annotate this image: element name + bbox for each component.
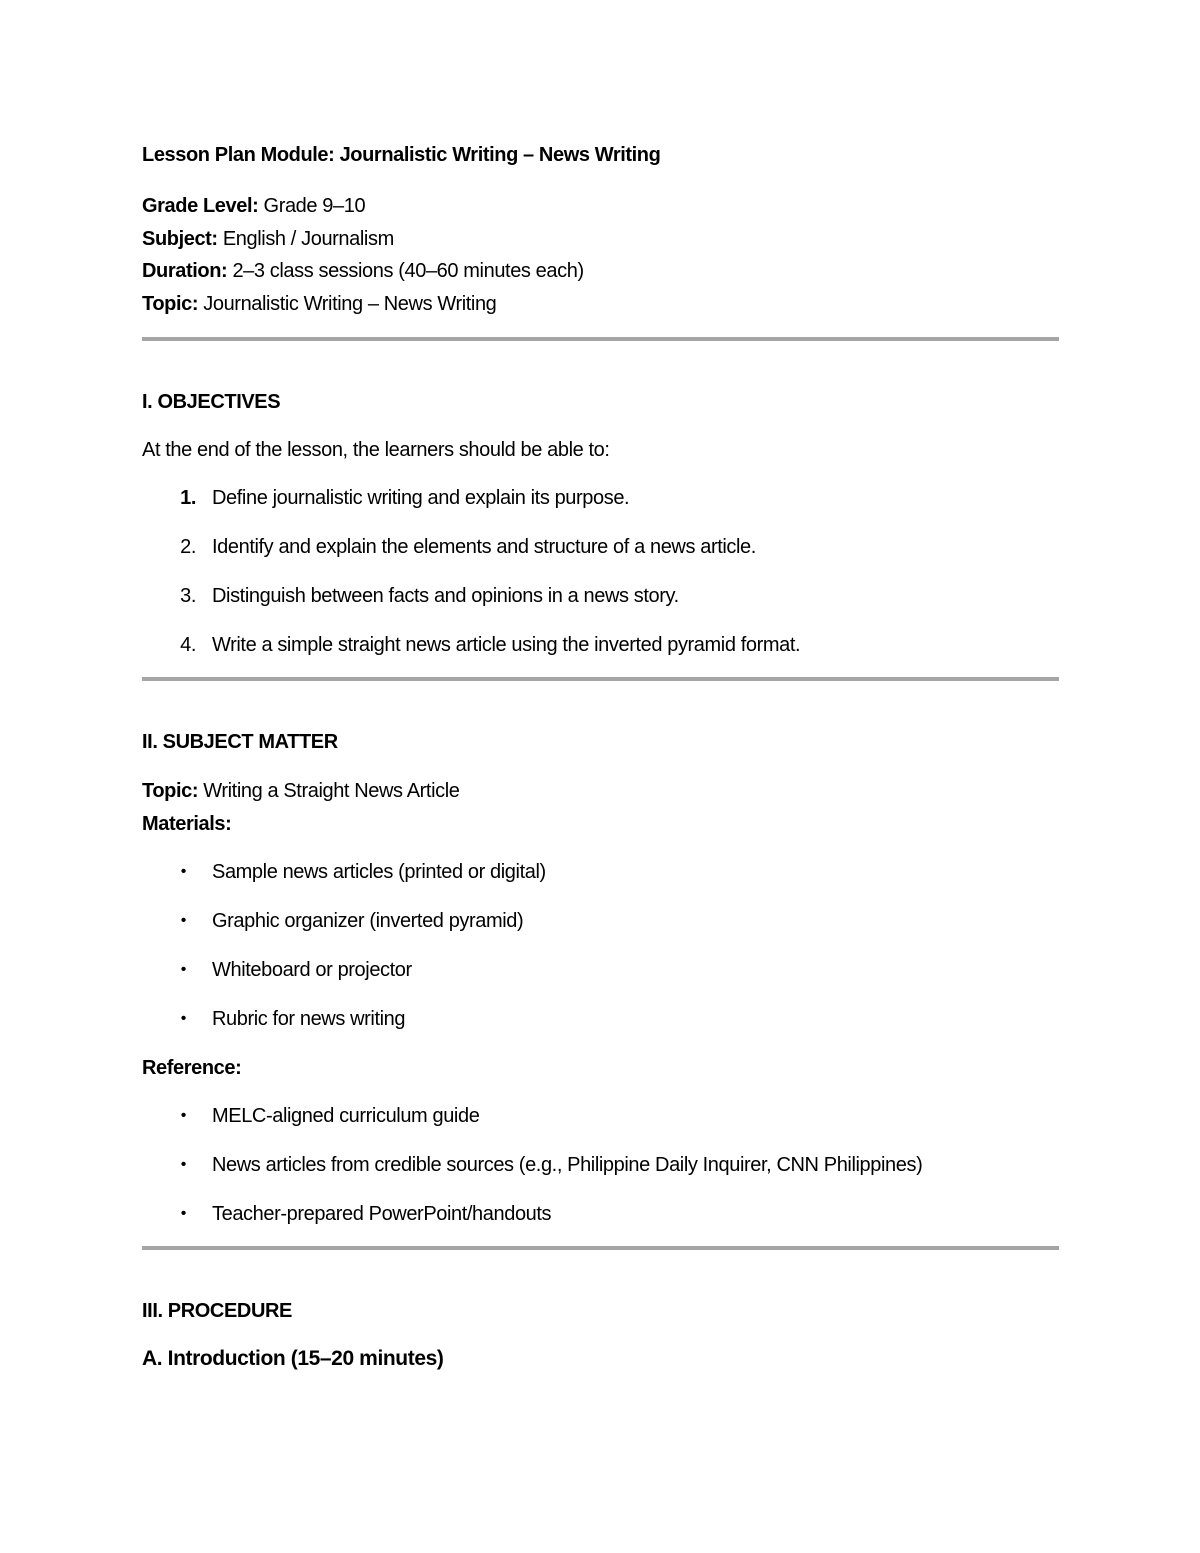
list-item (142, 483, 1059, 513)
procedure-subheading: A. Introduction (15–20 minutes) (142, 1347, 444, 1370)
meta-label: Topic: (142, 292, 199, 315)
topic-value: Writing a Straight News Article (198, 780, 460, 802)
document-title: Lesson Plan Module: Journalistic Writing – News Writing (142, 144, 661, 166)
list-number: 3. (180, 585, 196, 607)
list-number: 1. (180, 487, 196, 509)
subject-matter-heading: II. SUBJECT MATTER (142, 731, 338, 753)
reference-label: Reference: (142, 1057, 242, 1079)
references-list (142, 1101, 1059, 1229)
bullet: • (180, 1156, 186, 1173)
list-item-text: Identify and explain the elements and structure of a news article. (212, 536, 756, 558)
subject-topic (142, 775, 1059, 808)
list-number: 4. (180, 634, 196, 656)
list-number: 2. (180, 536, 196, 558)
meta-label: Subject: (142, 227, 218, 250)
materials-list (142, 857, 1059, 1034)
meta-subject (142, 223, 1059, 256)
horizontal-rule (142, 337, 1059, 341)
meta-value: Journalistic Writing – News Writing (198, 292, 497, 315)
list-item (142, 630, 1059, 660)
bullet: • (180, 1205, 186, 1222)
list-item (142, 955, 1059, 985)
topic-label: Topic: (142, 780, 199, 802)
meta-value: English / Journalism (217, 227, 394, 250)
list-item (142, 1004, 1059, 1034)
list-item-text: Write a simple straight news article using the inverted pyramid format. (212, 634, 801, 656)
list-item-text: Whiteboard or projector (212, 959, 412, 981)
bullet: • (180, 1107, 186, 1124)
objectives-intro: At the end of the lesson, the learners should be able to: (142, 439, 610, 461)
meta-block (142, 190, 1059, 320)
document-page (142, 140, 1059, 1374)
meta-duration (142, 255, 1059, 288)
list-item-text: Define journalistic writing and explain its purpose. (212, 487, 630, 509)
list-item (142, 857, 1059, 887)
meta-topic (142, 288, 1059, 321)
meta-label: Grade Level: (142, 195, 259, 217)
materials-label: Materials: (142, 812, 232, 835)
bullet: • (180, 961, 186, 978)
list-item (142, 1150, 1059, 1180)
objectives-list (142, 483, 1059, 660)
meta-value: 2–3 class sessions (40–60 minutes each) (227, 260, 584, 282)
list-item (142, 1101, 1059, 1131)
horizontal-rule (142, 677, 1059, 681)
bullet: • (180, 863, 186, 880)
list-item-text: Sample news articles (printed or digital) (212, 861, 546, 883)
list-item-text: MELC-aligned curriculum guide (212, 1105, 480, 1127)
horizontal-rule (142, 1246, 1059, 1250)
list-item-text: Distinguish between facts and opinions in a news story. (212, 585, 679, 607)
objectives-heading: I. OBJECTIVES (142, 391, 281, 413)
meta-label: Duration: (142, 260, 228, 282)
list-item-text: Graphic organizer (inverted pyramid) (212, 910, 524, 932)
list-item (142, 532, 1059, 562)
list-item (142, 581, 1059, 611)
list-item (142, 1199, 1059, 1229)
bullet: • (180, 1010, 186, 1027)
procedure-heading: III. PROCEDURE (142, 1300, 292, 1322)
meta-value: Grade 9–10 (258, 195, 366, 217)
meta-grade-level (142, 190, 1059, 223)
list-item (142, 906, 1059, 936)
list-item-text: Rubric for news writing (212, 1008, 406, 1030)
list-item-text: Teacher-prepared PowerPoint/handouts (212, 1203, 552, 1225)
bullet: • (180, 912, 186, 929)
list-item-text: News articles from credible sources (e.g., Philippine Daily Inquirer, CNN Philippines) (212, 1154, 923, 1176)
